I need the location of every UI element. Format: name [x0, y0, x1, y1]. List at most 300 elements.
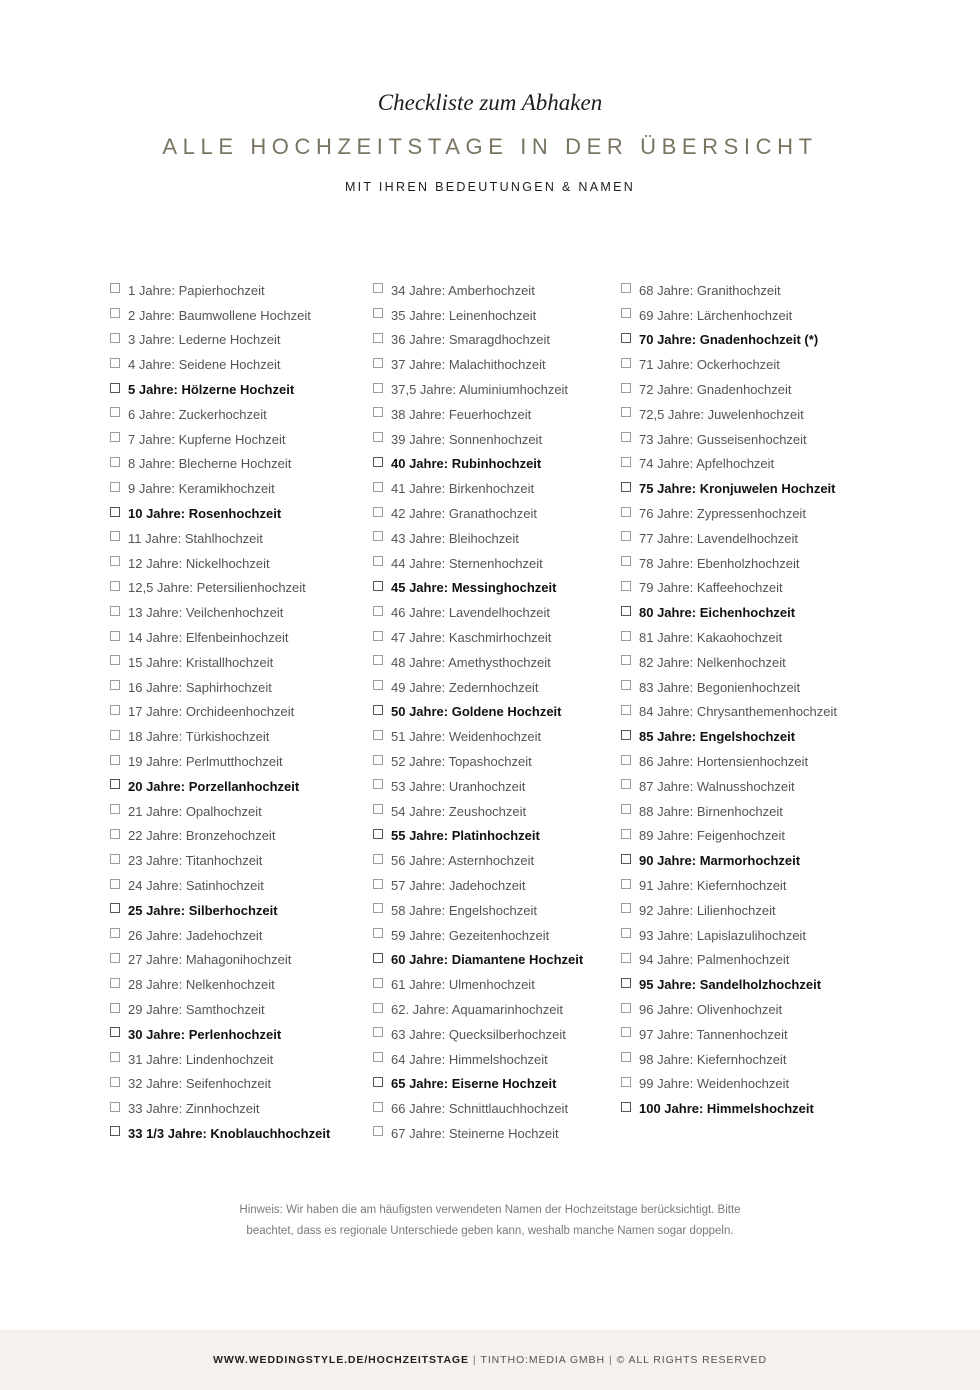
checklist-item[interactable]	[110, 799, 330, 824]
checklist-item[interactable]	[373, 427, 583, 452]
checklist-item[interactable]	[373, 997, 583, 1022]
checklist-item[interactable]	[110, 848, 330, 873]
checklist-item[interactable]	[110, 278, 330, 303]
checkbox[interactable]	[110, 507, 120, 517]
checklist-item-label: 90 Jahre: Marmorhochzeit	[639, 853, 801, 869]
checklist-item[interactable]	[373, 526, 583, 551]
checkbox[interactable]	[110, 1003, 120, 1013]
checklist-column-1	[110, 278, 330, 1146]
checkbox[interactable]	[110, 779, 120, 789]
checklist-item[interactable]	[621, 476, 837, 501]
script-title: Checkliste zum Abhaken	[377, 90, 603, 115]
checklist-item-label: 87 Jahre: Walnusshochzeit	[639, 778, 795, 794]
checklist-item[interactable]	[373, 551, 583, 576]
checkbox[interactable]	[110, 631, 120, 641]
checklist-item[interactable]	[621, 600, 837, 625]
checklist-item[interactable]	[110, 625, 330, 650]
checklist-item[interactable]	[621, 873, 837, 898]
footer-url[interactable]: WWW.WEDDINGSTYLE.DE/HOCHZEITSTAGE	[213, 1354, 469, 1366]
checklist-item[interactable]	[621, 427, 837, 452]
checklist-item[interactable]	[373, 625, 583, 650]
checkbox[interactable]	[110, 978, 120, 988]
checkbox[interactable]	[110, 829, 120, 839]
checklist-item[interactable]	[110, 526, 330, 551]
checkbox[interactable]	[373, 507, 383, 517]
checkbox[interactable]	[373, 581, 383, 591]
checkbox[interactable]	[621, 1052, 631, 1062]
checkbox[interactable]	[110, 383, 120, 393]
checklist-item[interactable]	[621, 278, 837, 303]
checklist-item[interactable]	[621, 452, 837, 477]
checklist-item[interactable]	[621, 972, 837, 997]
checkbox[interactable]	[621, 1027, 631, 1037]
checklist-item[interactable]	[373, 824, 583, 849]
checklist-item-label: 42 Jahre: Granathochzeit	[391, 506, 537, 522]
checklist-item-label: 6 Jahre: Zuckerhochzeit	[128, 406, 267, 422]
checklist-item-label: 58 Jahre: Engelshochzeit	[391, 902, 537, 918]
checkbox[interactable]	[373, 482, 383, 492]
checklist-item[interactable]	[110, 476, 330, 501]
checkbox[interactable]	[373, 705, 383, 715]
checkbox[interactable]	[110, 953, 120, 963]
checklist-item-label: 17 Jahre: Orchideenhochzeit	[128, 704, 295, 720]
checkbox[interactable]	[621, 730, 631, 740]
checklist-item-label: 48 Jahre: Amethysthochzeit	[391, 654, 551, 670]
checkbox[interactable]	[621, 854, 631, 864]
checklist-item[interactable]	[110, 650, 330, 675]
checkbox[interactable]	[373, 631, 383, 641]
checkbox[interactable]	[373, 928, 383, 938]
checklist-item-label: 12,5 Jahre: Petersilienhochzeit	[128, 580, 306, 596]
checklist-item-label: 55 Jahre: Platinhochzeit	[391, 828, 540, 844]
checkbox[interactable]	[373, 854, 383, 864]
checkbox[interactable]	[110, 308, 120, 318]
checklist-item[interactable]	[373, 328, 583, 353]
checkbox[interactable]	[373, 655, 383, 665]
checkbox[interactable]	[621, 978, 631, 988]
checkbox[interactable]	[621, 879, 631, 889]
checklist-item-label: 35 Jahre: Leinenhochzeit	[391, 307, 537, 323]
checklist-item[interactable]	[621, 898, 837, 923]
checklist-item[interactable]	[621, 1072, 837, 1097]
checkbox[interactable]	[621, 953, 631, 963]
checklist-item-label: 85 Jahre: Engelshochzeit	[639, 729, 796, 745]
checkbox[interactable]	[373, 383, 383, 393]
checkbox[interactable]	[621, 705, 631, 715]
checklist-item-label: 76 Jahre: Zypressenhochzeit	[639, 506, 806, 522]
checklist-item[interactable]	[373, 501, 583, 526]
checklist-item[interactable]	[373, 675, 583, 700]
checkbox[interactable]	[110, 804, 120, 814]
hint-note	[0, 1200, 980, 1242]
checklist-item-label: 82 Jahre: Nelkenhochzeit	[639, 654, 786, 670]
checkbox[interactable]	[110, 680, 120, 690]
checklist-item[interactable]	[110, 452, 330, 477]
checklist-item-label: 27 Jahre: Mahagonihochzeit	[128, 952, 292, 968]
checkbox[interactable]	[621, 1003, 631, 1013]
checkbox[interactable]	[373, 953, 383, 963]
checklist-item-label: 73 Jahre: Gusseisenhochzeit	[639, 431, 807, 447]
hint-note-line-2: beachtet, dass es regionale Unterschiede geben kann, weshalb manche Namen sogar doppeln.	[246, 1225, 734, 1237]
checklist-item-label: 94 Jahre: Palmenhochzeit	[639, 952, 790, 968]
checklist-item[interactable]	[373, 1072, 583, 1097]
checklist-item[interactable]	[621, 948, 837, 973]
checkbox[interactable]	[373, 879, 383, 889]
checklist-item[interactable]	[110, 501, 330, 526]
checklist-item[interactable]	[621, 1022, 837, 1047]
checklist-item-label: 11 Jahre: Stahlhochzeit	[128, 530, 263, 546]
checklist-item-label: 64 Jahre: Himmelshochzeit	[391, 1051, 548, 1067]
checklist-item[interactable]	[621, 675, 837, 700]
footer-separator: |	[472, 1354, 477, 1366]
checklist-item[interactable]	[621, 303, 837, 328]
checkbox[interactable]	[110, 1027, 120, 1037]
checklist-item[interactable]	[373, 948, 583, 973]
checklist-item[interactable]	[373, 377, 583, 402]
checkbox[interactable]	[621, 655, 631, 665]
checklist-item[interactable]	[110, 377, 330, 402]
checklist-item-label: 54 Jahre: Zeushochzeit	[391, 803, 527, 819]
checkbox[interactable]	[110, 531, 120, 541]
checklist-item-label: 56 Jahre: Asternhochzeit	[391, 853, 535, 869]
checklist-item[interactable]	[373, 1047, 583, 1072]
checkbox[interactable]	[621, 358, 631, 368]
checklist-item[interactable]	[110, 402, 330, 427]
checkbox[interactable]	[621, 507, 631, 517]
checkbox[interactable]	[621, 829, 631, 839]
checklist-item-label: 8 Jahre: Blecherne Hochzeit	[128, 456, 292, 472]
checkbox[interactable]	[373, 407, 383, 417]
checklist-item-label: 62. Jahre: Aquamarinhochzeit	[391, 1002, 563, 1017]
checklist-item-label: 97 Jahre: Tannenhochzeit	[639, 1026, 788, 1042]
checklist-item-label: 9 Jahre: Keramikhochzeit	[128, 481, 275, 497]
checklist-item[interactable]	[621, 749, 837, 774]
checkbox[interactable]	[373, 1126, 383, 1136]
checklist-item-label: 61 Jahre: Ulmenhochzeit	[391, 977, 535, 993]
checklist-item-label: 2 Jahre: Baumwollene Hochzeit	[128, 307, 311, 323]
checkbox[interactable]	[621, 631, 631, 641]
checklist-item[interactable]	[110, 1072, 330, 1097]
checkbox[interactable]	[110, 755, 120, 765]
checklist-item-label: 45 Jahre: Messinghochzeit	[391, 580, 557, 596]
checklist-item[interactable]	[621, 352, 837, 377]
checklist-column-2	[373, 278, 583, 1146]
checklist-item-label: 51 Jahre: Weidenhochzeit	[391, 729, 542, 745]
checkbox[interactable]	[110, 1102, 120, 1112]
checklist-item-label: 39 Jahre: Sonnenhochzeit	[391, 431, 543, 447]
checklist-item-label: 70 Jahre: Gnadenhochzeit (*)	[639, 332, 819, 348]
checkbox[interactable]	[110, 358, 120, 368]
checkbox[interactable]	[621, 1077, 631, 1087]
checklist-item-label: 32 Jahre: Seifenhochzeit	[128, 1076, 272, 1092]
checklist-item[interactable]	[621, 700, 837, 725]
checkbox[interactable]	[373, 730, 383, 740]
checkbox[interactable]	[373, 1003, 383, 1013]
checklist-item[interactable]	[621, 576, 837, 601]
checklist-item[interactable]	[110, 328, 330, 353]
checkbox[interactable]	[110, 879, 120, 889]
checklist-item[interactable]	[373, 724, 583, 749]
checkbox[interactable]	[621, 432, 631, 442]
checkbox[interactable]	[621, 407, 631, 417]
checklist-item-label: 77 Jahre: Lavendelhochzeit	[639, 530, 799, 546]
checklist-item[interactable]	[110, 923, 330, 948]
checklist-item[interactable]	[110, 303, 330, 328]
checkbox[interactable]	[621, 308, 631, 318]
checklist-item-label: 75 Jahre: Kronjuwelen Hochzeit	[639, 481, 836, 497]
checklist-item-label: 50 Jahre: Goldene Hochzeit	[391, 704, 562, 720]
checklist-item[interactable]	[621, 774, 837, 799]
checklist-item[interactable]	[110, 352, 330, 377]
checklist-item[interactable]	[110, 824, 330, 849]
checklist-item-label: 34 Jahre: Amberhochzeit	[391, 282, 535, 298]
checkbox[interactable]	[110, 333, 120, 343]
checklist-item-label: 93 Jahre: Lapislazulihochzeit	[639, 927, 806, 943]
checklist-item-label: 10 Jahre: Rosenhochzeit	[128, 506, 282, 522]
checklist-item[interactable]	[110, 774, 330, 799]
checklist-item-label: 44 Jahre: Sternenhochzeit	[391, 555, 543, 571]
footer-separator: |	[608, 1354, 613, 1366]
checklist-item[interactable]	[110, 898, 330, 923]
checklist-item-label: 52 Jahre: Topashochzeit	[391, 754, 532, 770]
checklist-item[interactable]	[621, 997, 837, 1022]
checkbox[interactable]	[621, 779, 631, 789]
checklist-item-label: 71 Jahre: Ockerhochzeit	[639, 357, 780, 373]
checkbox[interactable]	[621, 482, 631, 492]
checkbox[interactable]	[373, 432, 383, 442]
checklist-item[interactable]	[110, 551, 330, 576]
checklist-item[interactable]	[621, 402, 837, 427]
checkbox[interactable]	[373, 1052, 383, 1062]
checklist-item-label: 100 Jahre: Himmelshochzeit	[639, 1101, 814, 1117]
checklist-item[interactable]	[373, 600, 583, 625]
checkbox[interactable]	[110, 1077, 120, 1087]
checklist-item[interactable]	[110, 1096, 330, 1121]
checkbox[interactable]	[621, 755, 631, 765]
checkbox[interactable]	[110, 730, 120, 740]
checklist-item[interactable]	[110, 724, 330, 749]
checkbox[interactable]	[110, 928, 120, 938]
checklist-item[interactable]	[110, 675, 330, 700]
checkbox[interactable]	[621, 928, 631, 938]
checkbox[interactable]	[621, 333, 631, 343]
checklist-item[interactable]	[621, 650, 837, 675]
checkbox[interactable]	[110, 705, 120, 715]
checkbox[interactable]	[373, 804, 383, 814]
checkbox[interactable]	[373, 1102, 383, 1112]
checklist-item-label: 37,5 Jahre: Aluminiumhochzeit	[391, 382, 569, 398]
checklist-item-label: 38 Jahre: Feuerhochzeit	[391, 406, 532, 422]
checkbox[interactable]	[110, 556, 120, 566]
checklist-item-label: 19 Jahre: Perlmutthochzeit	[128, 754, 283, 770]
checklist-item[interactable]	[373, 476, 583, 501]
checklist-item[interactable]	[621, 724, 837, 749]
checkbox[interactable]	[373, 978, 383, 988]
checklist-item-label: 83 Jahre: Begonienhochzeit	[639, 679, 801, 695]
checkbox[interactable]	[621, 457, 631, 467]
checklist-item[interactable]	[373, 352, 583, 377]
checklist-item-label: 36 Jahre: Smaragdhochzeit	[391, 332, 550, 348]
checklist-item[interactable]	[621, 377, 837, 402]
checklist-item-label: 79 Jahre: Kaffeehochzeit	[639, 580, 783, 596]
checkbox[interactable]	[621, 680, 631, 690]
checklist-item-label: 22 Jahre: Bronzehochzeit	[128, 828, 276, 844]
checklist-item-label: 33 1/3 Jahre: Knoblauchhochzeit	[128, 1125, 331, 1141]
checklist-item-label: 29 Jahre: Samthochzeit	[128, 1002, 265, 1017]
checklist-item[interactable]	[110, 997, 330, 1022]
checklist-item-label: 65 Jahre: Eiserne Hochzeit	[391, 1076, 557, 1092]
checklist-item[interactable]	[373, 749, 583, 774]
checkbox[interactable]	[110, 482, 120, 492]
checkbox[interactable]	[110, 606, 120, 616]
checkbox[interactable]	[373, 680, 383, 690]
checklist-item[interactable]	[621, 824, 837, 849]
checklist-item[interactable]	[373, 848, 583, 873]
checklist-item[interactable]	[621, 551, 837, 576]
checkbox[interactable]	[110, 1126, 120, 1136]
checkbox[interactable]	[373, 1077, 383, 1087]
checklist-item-label: 78 Jahre: Ebenholzhochzeit	[639, 555, 800, 571]
checklist-item[interactable]	[373, 898, 583, 923]
checklist-item[interactable]	[110, 972, 330, 997]
checklist-item-label: 88 Jahre: Birnenhochzeit	[639, 803, 783, 819]
checklist-item-label: 16 Jahre: Saphirhochzeit	[128, 679, 272, 695]
checklist-item-label: 81 Jahre: Kakaohochzeit	[639, 630, 783, 646]
checklist-item-label: 5 Jahre: Hölzerne Hochzeit	[128, 382, 295, 398]
checklist-item[interactable]	[110, 1022, 330, 1047]
checkbox[interactable]	[621, 581, 631, 591]
checklist-item[interactable]	[621, 799, 837, 824]
checklist-item[interactable]	[110, 948, 330, 973]
checkbox[interactable]	[110, 457, 120, 467]
checklist-item[interactable]	[621, 526, 837, 551]
checklist-item-label: 14 Jahre: Elfenbeinhochzeit	[128, 630, 289, 646]
footer-company: TINTHO:MEDIA GMBH	[480, 1354, 605, 1366]
checkbox[interactable]	[373, 829, 383, 839]
checkbox[interactable]	[373, 1027, 383, 1037]
checkbox[interactable]	[373, 358, 383, 368]
checklist-item[interactable]	[373, 1022, 583, 1047]
checklist-item-label: 99 Jahre: Weidenhochzeit	[639, 1076, 790, 1092]
checklist-item-label: 4 Jahre: Seidene Hochzeit	[128, 357, 281, 373]
checklist-item[interactable]	[373, 1096, 583, 1121]
checklist-item-label: 84 Jahre: Chrysanthemenhochzeit	[639, 704, 838, 720]
checkbox[interactable]	[621, 606, 631, 616]
checklist-item-label: 30 Jahre: Perlenhochzeit	[128, 1026, 282, 1042]
checklist-item[interactable]	[373, 303, 583, 328]
checkbox[interactable]	[110, 854, 120, 864]
checklist-item-label: 95 Jahre: Sandelholzhochzeit	[639, 977, 822, 993]
checkbox[interactable]	[110, 1052, 120, 1062]
checklist-item[interactable]	[373, 774, 583, 799]
checkbox[interactable]	[373, 755, 383, 765]
checklist-item-label: 28 Jahre: Nelkenhochzeit	[128, 977, 275, 993]
checklist-item[interactable]	[621, 1096, 837, 1121]
checkbox[interactable]	[373, 457, 383, 467]
checklist-item-label: 60 Jahre: Diamantene Hochzeit	[391, 952, 584, 968]
checkbox[interactable]	[373, 283, 383, 293]
checkbox[interactable]	[110, 581, 120, 591]
checkbox[interactable]	[621, 804, 631, 814]
checklist-item[interactable]	[110, 1121, 330, 1146]
checklist-item[interactable]	[373, 700, 583, 725]
checklist-item[interactable]	[373, 278, 583, 303]
checklist-item-label: 1 Jahre: Papierhochzeit	[128, 282, 265, 298]
checkbox[interactable]	[373, 779, 383, 789]
checklist-item-label: 53 Jahre: Uranhochzeit	[391, 778, 526, 794]
checklist-item-label: 66 Jahre: Schnittlauchhochzeit	[391, 1101, 569, 1117]
checkbox[interactable]	[373, 556, 383, 566]
checklist-item-label: 67 Jahre: Steinerne Hochzeit	[391, 1125, 559, 1141]
page-title: ALLE HOCHZEITSTAGE IN DER ÜBERSICHT	[162, 134, 818, 159]
checklist-item[interactable]	[373, 799, 583, 824]
checklist-item[interactable]	[373, 873, 583, 898]
checklist-item-label: 46 Jahre: Lavendelhochzeit	[391, 605, 551, 621]
checklist-item[interactable]	[110, 576, 330, 601]
checkbox[interactable]	[110, 283, 120, 293]
checklist-item[interactable]	[373, 1121, 583, 1146]
checklist-item-label: 23 Jahre: Titanhochzeit	[128, 853, 263, 869]
checklist-item[interactable]	[110, 873, 330, 898]
footer-rights: © ALL RIGHTS RESERVED	[616, 1354, 767, 1366]
checklist-item[interactable]	[110, 600, 330, 625]
checkbox[interactable]	[110, 903, 120, 913]
checkbox[interactable]	[621, 556, 631, 566]
checklist-item[interactable]	[621, 848, 837, 873]
checklist-item[interactable]	[621, 1047, 837, 1072]
checkbox[interactable]	[373, 308, 383, 318]
checklist-item[interactable]	[110, 749, 330, 774]
checklist-item-label: 25 Jahre: Silberhochzeit	[128, 902, 278, 918]
checklist-item[interactable]	[110, 427, 330, 452]
checklist-item-label: 15 Jahre: Kristallhochzeit	[128, 654, 274, 670]
checklist-item[interactable]	[373, 972, 583, 997]
checklist-item[interactable]	[373, 402, 583, 427]
checklist-item[interactable]	[373, 576, 583, 601]
checklist-item-label: 41 Jahre: Birkenhochzeit	[391, 481, 535, 497]
checkbox[interactable]	[621, 383, 631, 393]
checkbox[interactable]	[621, 903, 631, 913]
checklist-item[interactable]	[110, 700, 330, 725]
checklist-item[interactable]	[621, 923, 837, 948]
checklist-item-label: 69 Jahre: Lärchenhochzeit	[639, 307, 793, 323]
checkbox[interactable]	[621, 1102, 631, 1112]
checklist-item[interactable]	[373, 452, 583, 477]
checklist-item-label: 86 Jahre: Hortensienhochzeit	[639, 754, 809, 770]
checklist-item[interactable]	[110, 1047, 330, 1072]
checklist-item-label: 33 Jahre: Zinnhochzeit	[128, 1101, 260, 1117]
checklist-item[interactable]	[621, 328, 837, 353]
checkbox[interactable]	[110, 432, 120, 442]
checkbox[interactable]	[621, 531, 631, 541]
checklist-item-label: 63 Jahre: Quecksilberhochzeit	[391, 1026, 566, 1042]
checkbox[interactable]	[110, 655, 120, 665]
checkbox[interactable]	[373, 333, 383, 343]
checkbox[interactable]	[373, 903, 383, 913]
checklist-item-label: 96 Jahre: Olivenhochzeit	[639, 1002, 783, 1017]
checklist-item[interactable]	[373, 923, 583, 948]
checklist-item-label: 89 Jahre: Feigenhochzeit	[639, 828, 785, 844]
checkbox[interactable]	[373, 606, 383, 616]
checklist-item-label: 47 Jahre: Kaschmirhochzeit	[391, 630, 552, 646]
checklist-item[interactable]	[621, 501, 837, 526]
checkbox[interactable]	[621, 283, 631, 293]
checkbox[interactable]	[373, 531, 383, 541]
checkbox[interactable]	[110, 407, 120, 417]
checklist-item[interactable]	[621, 625, 837, 650]
checklist-item-label: 13 Jahre: Veilchenhochzeit	[128, 605, 284, 621]
checklist-item[interactable]	[373, 650, 583, 675]
